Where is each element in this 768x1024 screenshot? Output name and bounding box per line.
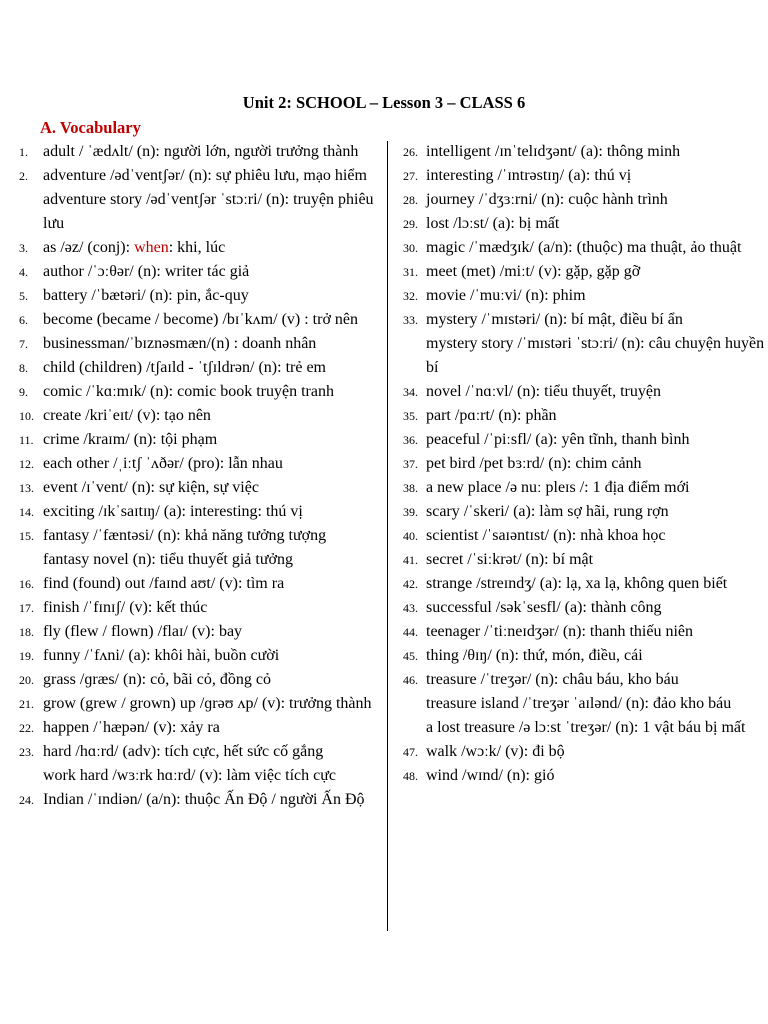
vocab-entry <box>393 380 768 404</box>
entry-definition: part /pɑːrt/ (n): phần <box>426 407 557 424</box>
entry-number: 19. <box>19 649 34 663</box>
entry-text <box>426 500 766 524</box>
entry-number: 30. <box>403 241 418 255</box>
entry-text <box>43 476 381 500</box>
entry-definition: find (found) out /faɪnd aʊt/ (v): tìm ra <box>43 575 285 592</box>
entry-text <box>43 260 381 284</box>
entry-number: 22. <box>19 721 34 735</box>
vocab-entry <box>0 260 384 284</box>
entry-number: 32. <box>403 289 418 303</box>
vocabulary-left-column <box>0 140 384 812</box>
vocab-entry <box>393 452 768 476</box>
entry-number: 44. <box>403 625 418 639</box>
entry-definition: strange /streɪndʒ/ (a): lạ, xa lạ, không quen biết <box>426 575 728 592</box>
entry-number: 36. <box>403 433 418 447</box>
entry-number: 24. <box>19 793 34 807</box>
vocab-entry <box>393 500 768 524</box>
entry-definition: lost /lɔːst/ (a): bị mất <box>426 215 560 232</box>
vocabulary-right-column <box>393 140 768 788</box>
entry-text <box>43 668 381 692</box>
entry-text <box>426 740 766 764</box>
entry-number: 40. <box>403 529 418 543</box>
entry-text <box>426 380 766 404</box>
entry-text <box>43 332 381 356</box>
entry-definition: grass /ɡræs/ (n): cỏ, bãi cỏ, đồng cỏ <box>43 671 271 688</box>
entry-number: 1. <box>19 145 28 159</box>
entry-number: 20. <box>19 673 34 687</box>
vocab-entry <box>0 740 384 788</box>
entry-text <box>43 308 381 332</box>
entry-number: 42. <box>403 577 418 591</box>
entry-definition: scientist /ˈsaɪəntɪst/ (n): nhà khoa học <box>426 527 666 544</box>
page-title: Unit 2: SCHOOL – Lesson 3 – CLASS 6 <box>242 93 526 112</box>
entry-definition: novel /ˈnɑːvl/ (n): tiểu thuyết, truyện <box>426 383 661 400</box>
entry-sub-definition: work hard /wɜːrk hɑːrd/ (v): làm việc tích cực <box>43 767 336 784</box>
vocab-entry <box>393 260 768 284</box>
entry-text <box>426 596 766 620</box>
entry-number: 5. <box>19 289 28 303</box>
entry-definition: magic /ˈmædʒɪk/ (a/n): (thuộc) ma thuật, ảo thuật <box>426 239 742 256</box>
entry-text <box>426 572 766 596</box>
vocab-entry <box>0 428 384 452</box>
entry-text <box>43 284 381 308</box>
entry-number: 16. <box>19 577 34 591</box>
vocab-entry <box>0 284 384 308</box>
entry-definition: journey /ˈdʒɜːrni/ (n): cuộc hành trình <box>426 191 668 208</box>
entry-sub-definition: adventure story /ədˈventʃər ˈstɔːri/ (n): truyện phiêu lưu <box>43 191 374 232</box>
entry-definition: secret /ˈsiːkrət/ (n): bí mật <box>426 551 594 568</box>
entry-text <box>43 500 381 524</box>
entry-number: 6. <box>19 313 28 327</box>
entry-definition: fly (flew / flown) /flaɪ/ (v): bay <box>43 623 243 640</box>
entry-line-suffix: : khi, lúc <box>168 239 226 256</box>
vocab-entry <box>0 404 384 428</box>
vocab-entry <box>0 140 384 164</box>
vocab-entry <box>0 596 384 620</box>
entry-definition: adventure /ədˈventʃər/ (n): sự phiêu lưu, mạo hiểm <box>43 167 367 184</box>
entry-definition: businessman/ˈbɪznəsmæn/(n) : doanh nhân <box>43 335 317 352</box>
entry-line-prefix: as /əz/ (conj): <box>43 239 135 256</box>
entry-definition: fantasy /ˈfæntəsi/ (n): khả năng tưởng tượng <box>43 527 327 544</box>
entry-definition: child (children) /tʃaɪld - ˈtʃɪldrən/ (n): trẻ em <box>43 359 326 376</box>
entry-text <box>43 572 381 596</box>
entry-text <box>43 236 381 260</box>
vocab-entry <box>0 236 384 260</box>
entry-sub-definition: fantasy novel (n): tiểu thuyết giả tưởng <box>43 551 293 568</box>
entry-number: 43. <box>403 601 418 615</box>
entry-definition: a new place /ə nuː pleɪs /: 1 địa điểm mới <box>426 479 690 496</box>
entry-definition: comic /ˈkɑːmɪk/ (n): comic book truyện tranh <box>43 383 334 400</box>
entry-text <box>426 404 766 428</box>
entry-definition: thing /θɪŋ/ (n): thứ, món, điều, cái <box>426 647 643 664</box>
entry-definition: peaceful /ˈpiːsfl/ (a): yên tĩnh, thanh bình <box>426 431 690 448</box>
entry-text <box>426 452 766 476</box>
entry-text <box>426 140 766 164</box>
entry-text <box>43 452 381 476</box>
entry-sub-definition: a lost treasure /ə lɔːst ˈtreʒər/ (n): 1 vật báu bị mất <box>426 719 746 736</box>
entry-text <box>43 788 381 812</box>
entry-number: 9. <box>19 385 28 399</box>
entry-number: 26. <box>403 145 418 159</box>
entry-definition: crime /kraɪm/ (n): tội phạm <box>43 431 218 448</box>
entry-sub-definition: mystery story /ˈmɪstəri ˈstɔːri/ (n): câu chuyện huyền bí <box>426 335 765 376</box>
entry-definition: successful /səkˈsesfl/ (a): thành công <box>426 599 662 616</box>
entry-number: 33. <box>403 313 418 327</box>
entry-number: 28. <box>403 193 418 207</box>
entry-definition: movie /ˈmuːvi/ (n): phim <box>426 287 586 304</box>
entry-definition: mystery /ˈmɪstəri/ (n): bí mật, điều bí ẩn <box>426 311 683 328</box>
entry-number: 29. <box>403 217 418 231</box>
entry-text <box>426 524 766 548</box>
entry-number: 17. <box>19 601 34 615</box>
entry-text <box>426 476 766 500</box>
entry-text <box>426 668 766 740</box>
entry-text <box>426 164 766 188</box>
vocab-entry <box>0 716 384 740</box>
entry-text <box>43 596 381 620</box>
entry-definition: funny /ˈfʌni/ (a): khôi hài, buồn cười <box>43 647 280 664</box>
vocab-entry <box>0 476 384 500</box>
vocab-entry <box>393 428 768 452</box>
vocab-entry <box>393 524 768 548</box>
entry-number: 12. <box>19 457 34 471</box>
entry-number: 8. <box>19 361 28 375</box>
vocab-entry <box>393 212 768 236</box>
entry-text <box>426 620 766 644</box>
entry-definition: create /kriˈeɪt/ (v): tạo nên <box>43 407 211 424</box>
vocab-entry <box>0 788 384 812</box>
vocab-entry <box>393 164 768 188</box>
entry-definition: event /ɪˈvent/ (n): sự kiện, sự việc <box>43 479 259 496</box>
entry-definition: meet (met) /miːt/ (v): gặp, gặp gỡ <box>426 263 641 280</box>
vocab-entry <box>393 548 768 572</box>
entry-number: 41. <box>403 553 418 567</box>
entry-text <box>43 164 381 236</box>
entry-number: 10. <box>19 409 34 423</box>
vocab-entry <box>393 308 768 380</box>
entry-definition: exciting /ɪkˈsaɪtɪŋ/ (a): interesting: thú vị <box>43 503 303 520</box>
entry-number: 27. <box>403 169 418 183</box>
entry-text <box>426 548 766 572</box>
entry-definition: adult / ˈædʌlt/ (n): người lớn, người trưởng thành <box>43 143 359 160</box>
entry-text <box>43 380 381 404</box>
entry-definition: wind /wɪnd/ (n): gió <box>426 767 555 784</box>
section-heading: A. Vocabulary <box>40 118 141 137</box>
vocab-entry <box>0 668 384 692</box>
entry-number: 45. <box>403 649 418 663</box>
vocab-entry <box>393 596 768 620</box>
vocab-entry <box>393 740 768 764</box>
vocab-entry <box>0 380 384 404</box>
entry-text <box>426 260 766 284</box>
entry-number: 38. <box>403 481 418 495</box>
entry-number: 15. <box>19 529 34 543</box>
highlighted-keyword: when <box>134 239 169 256</box>
entry-definition: become (became / become) /bɪˈkʌm/ (v) : trở nên <box>43 311 358 328</box>
entry-text <box>426 308 766 380</box>
entry-sub-definition: treasure island /ˈtreʒər ˈaɪlənd/ (n): đảo kho báu <box>426 695 732 712</box>
entry-definition: walk /wɔːk/ (v): đi bộ <box>426 743 565 760</box>
entry-text <box>426 284 766 308</box>
vocab-entry <box>393 476 768 500</box>
vocab-entry <box>393 764 768 788</box>
entry-number: 3. <box>19 241 28 255</box>
entry-number: 47. <box>403 745 418 759</box>
entry-text <box>426 428 766 452</box>
entry-number: 46. <box>403 673 418 687</box>
entry-text <box>43 716 381 740</box>
entry-text <box>426 644 766 668</box>
entry-text <box>43 428 381 452</box>
vocab-entry <box>0 308 384 332</box>
vocab-entry <box>0 356 384 380</box>
entry-number: 37. <box>403 457 418 471</box>
vocab-entry <box>393 620 768 644</box>
vocab-entry <box>0 692 384 716</box>
vocab-entry <box>393 284 768 308</box>
vocab-entry <box>393 668 768 740</box>
entry-number: 21. <box>19 697 34 711</box>
entry-text <box>426 236 766 260</box>
entry-text <box>43 404 381 428</box>
entry-definition: Indian /ˈɪndiən/ (a/n): thuộc Ấn Độ / người Ấn Độ <box>43 791 365 808</box>
entry-text <box>43 740 381 788</box>
vocab-entry <box>393 236 768 260</box>
vocab-entry <box>393 644 768 668</box>
entry-number: 14. <box>19 505 34 519</box>
entry-number: 4. <box>19 265 28 279</box>
entry-number: 34. <box>403 385 418 399</box>
entry-number: 35. <box>403 409 418 423</box>
entry-number: 31. <box>403 265 418 279</box>
vocab-entry <box>0 572 384 596</box>
entry-definition: grow (grew / grown) up /ɡrəʊ ʌp/ (v): trưởng thành <box>43 695 372 712</box>
entry-text <box>43 620 381 644</box>
entry-definition: battery /ˈbætəri/ (n): pin, ắc-quy <box>43 287 249 304</box>
vocab-entry <box>0 452 384 476</box>
entry-definition: teenager /ˈtiːneɪdʒər/ (n): thanh thiếu niên <box>426 623 693 640</box>
entry-number: 2. <box>19 169 28 183</box>
entry-number: 23. <box>19 745 34 759</box>
vocab-entry <box>0 644 384 668</box>
entry-definition: intelligent /ɪnˈtelɪdʒənt/ (a): thông minh <box>426 143 681 160</box>
entry-definition: treasure /ˈtreʒər/ (n): châu báu, kho báu <box>426 671 679 688</box>
entry-definition: interesting /ˈɪntrəstɪŋ/ (a): thú vị <box>426 167 632 184</box>
vocab-entry <box>0 620 384 644</box>
entry-text <box>426 212 766 236</box>
entry-definition: scary /ˈskeri/ (a): làm sợ hãi, rung rợn <box>426 503 669 520</box>
vocab-entry <box>0 164 384 236</box>
entry-text <box>43 644 381 668</box>
vocab-entry <box>0 524 384 572</box>
entry-text <box>426 764 766 788</box>
entry-line <box>43 236 381 260</box>
column-divider <box>387 141 388 931</box>
vocab-entry <box>0 332 384 356</box>
entry-number: 48. <box>403 769 418 783</box>
entry-definition: pet bird /pet bɜːrd/ (n): chim cảnh <box>426 455 642 472</box>
entry-number: 7. <box>19 337 28 351</box>
entry-number: 13. <box>19 481 34 495</box>
vocab-entry <box>393 572 768 596</box>
vocab-entry <box>0 500 384 524</box>
entry-definition: finish /ˈfɪnɪʃ/ (v): kết thúc <box>43 599 208 616</box>
entry-number: 11. <box>19 433 34 447</box>
entry-definition: author /ˈɔːθər/ (n): writer tác giả <box>43 263 250 280</box>
vocab-entry <box>393 188 768 212</box>
entry-text <box>43 692 381 716</box>
entry-number: 39. <box>403 505 418 519</box>
entry-definition: happen /ˈhæpən/ (v): xảy ra <box>43 719 220 736</box>
entry-text <box>426 188 766 212</box>
entry-text <box>43 524 381 572</box>
vocab-entry <box>393 140 768 164</box>
vocab-entry <box>393 404 768 428</box>
entry-number: 18. <box>19 625 34 639</box>
entry-text <box>43 356 381 380</box>
entry-definition: hard /hɑːrd/ (adv): tích cực, hết sức cố gắng <box>43 743 324 760</box>
entry-text <box>43 140 381 164</box>
entry-definition: each other /ˌiːtʃ ˈʌðər/ (pro): lẫn nhau <box>43 455 283 472</box>
